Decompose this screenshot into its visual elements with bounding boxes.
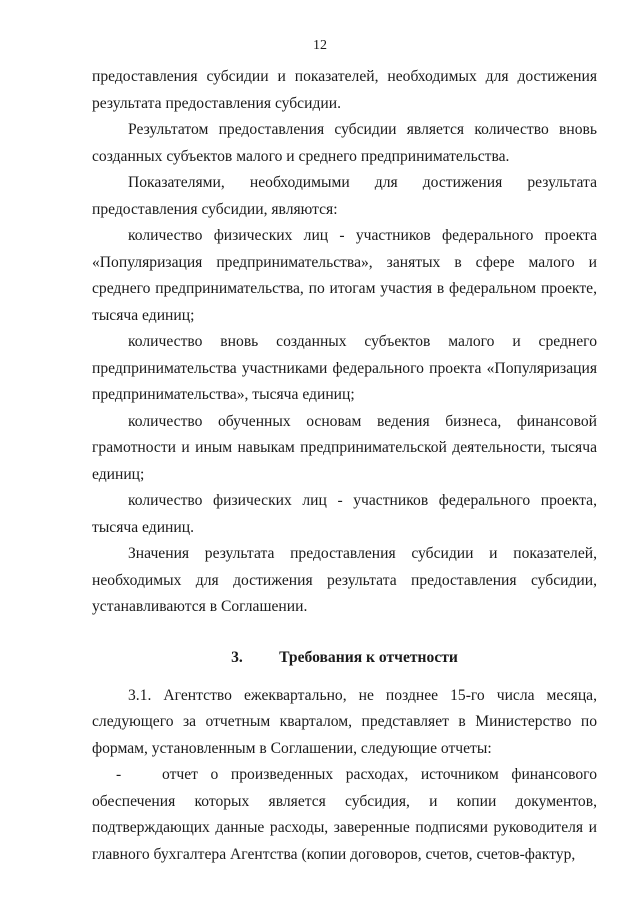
paragraph-values: Значения результата предоставления субсидии и показателей, необходимых для достижения результата предоставления субсидии, устанавливаются в Соглашении. [92, 545, 597, 615]
paragraph-indicators-intro: Показателями, необходимыми для достижения результата предоставления субсидии, являются: [92, 174, 597, 218]
paragraph-indicator-3: количество обученных основам ведения бизнеса, финансовой грамотности и иным навыкам предпринимательской деятельности, тысяча единиц; [92, 412, 597, 483]
list-dash: - [116, 766, 122, 783]
paragraph-result: Результатом предоставления субсидии является количество вновь созданных субъектов малого и среднего предпринимательства. [92, 121, 597, 165]
section-heading [92, 645, 597, 671]
paragraph-indicator-4: количество физических лиц - участников федерального проекта, тысяча единиц. [92, 492, 597, 536]
paragraph-indicator-1: количество физических лиц - участников федерального проекта «Популяризация предпринимательства», занятых в сфере малого и среднего предпринимательства, по итогам участия в федеральном проекте, тысяча единиц; [92, 227, 597, 324]
section-number: 3. [231, 648, 243, 666]
page-number: 12 [313, 38, 327, 53]
paragraph-report-item [92, 762, 597, 868]
paragraph-3-1: 3.1. Агентство ежеквартально, не позднее 15-го числа месяца, следующего за отчетным кварталом, представляет в Министерство по формам, установленным в Соглашении, следующие отчеты: [92, 686, 597, 757]
paragraph-continuation: предоставления субсидии и показателей, необходимых для достижения результата предоставления субсидии. [92, 68, 597, 112]
section-title: Требования к отчетности [279, 648, 458, 666]
paragraph-indicator-2: количество вновь созданных субъектов малого и среднего предпринимательства участниками федерального проекта «Популяризация предпринимательства», тысяча единиц; [92, 333, 597, 403]
report-item-text: отчет о произведенных расходах, источником финансового обеспечения которых является субсидия, и копии документов, подтверждающих данные расходы, заверенные подписями руководителя и главного бухгалтера Агентства (копии договоров, счетов, счетов-фактур, [92, 766, 597, 863]
document-body [92, 64, 597, 868]
